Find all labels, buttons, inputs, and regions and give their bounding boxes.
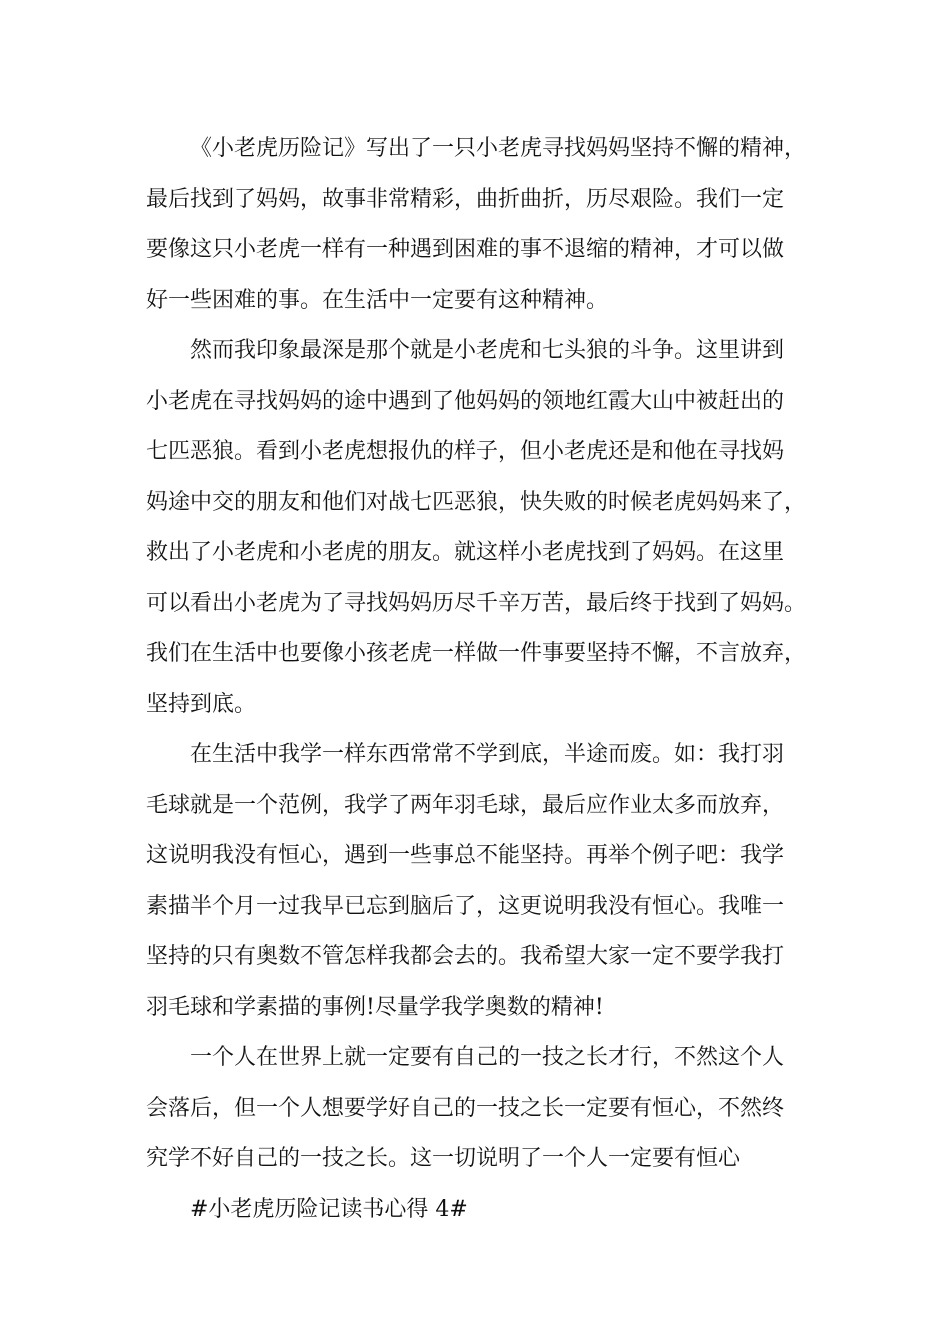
text-line: 救出了小老虎和小老虎的朋友。就这样小老虎找到了妈妈。在这里: [146, 540, 785, 565]
paragraph-1: [146, 124, 826, 326]
document-body: [146, 124, 826, 1235]
text-line: 羽毛球和学素描的事例!尽量学我学奥数的精神!: [146, 994, 604, 1020]
text-line: 要像这只小老虎一样有一种遇到困难的事不退缩的精神，才可以做: [146, 237, 785, 262]
heading-line: #小老虎历险记读书心得 4#: [190, 1196, 468, 1222]
paragraph-2: [146, 326, 826, 730]
text-line: 可以看出小老虎为了寻找妈妈历尽千辛万苦，最后终于找到了妈妈。: [146, 590, 807, 616]
paragraph-4: [146, 1033, 826, 1185]
text-line: 一个人在世界上就一定要有自己的一技之长才行，不然这个人: [190, 1045, 785, 1070]
text-line: 小老虎在寻找妈妈的途中遇到了他妈妈的领地红霞大山中被赶出的: [146, 388, 785, 414]
text-line: 最后找到了妈妈，故事非常精彩，曲折曲折，历尽艰险。我们一定: [146, 186, 785, 212]
text-line: 毛球就是一个范例，我学了两年羽毛球，最后应作业太多而放弃，: [146, 792, 785, 818]
text-line: 《小老虎历险记》写出了一只小老虎寻找妈妈坚持不懈的精神，: [190, 136, 807, 161]
text-line: 在生活中我学一样东西常常不学到底，半途而废。如：我打羽: [190, 742, 785, 767]
text-line: 我们在生活中也要像小孩老虎一样做一件事要坚持不懈，不言放弃，: [146, 641, 807, 666]
section-heading: [146, 1185, 826, 1236]
paragraph-3: [146, 730, 826, 1033]
text-line: 坚持的只有奥数不管怎样我都会去的。我希望大家一定不要学我打: [146, 944, 785, 969]
text-line: 妈途中交的朋友和他们对战七匹恶狼，快失败的时候老虎妈妈来了，: [146, 489, 807, 515]
text-line: 七匹恶狼。看到小老虎想报仇的样子，但小老虎还是和他在寻找妈: [146, 439, 785, 464]
text-line: 素描半个月一过我早已忘到脑后了，这更说明我没有恒心。我唯一: [146, 893, 785, 919]
text-line: 这说明我没有恒心，遇到一些事总不能坚持。再举个例子吧：我学: [146, 843, 785, 868]
text-line: 坚持到底。: [146, 691, 257, 717]
text-line: 然而我印象最深是那个就是小老虎和七头狼的斗争。这里讲到: [190, 338, 785, 363]
text-line: 会落后，但一个人想要学好自己的一技之长一定要有恒心，不然终: [146, 1095, 785, 1121]
text-line: 好一些困难的事。在生活中一定要有这种精神。: [146, 287, 609, 313]
text-line: 究学不好自己的一技之长。这一切说明了一个人一定要有恒心: [146, 1146, 741, 1171]
